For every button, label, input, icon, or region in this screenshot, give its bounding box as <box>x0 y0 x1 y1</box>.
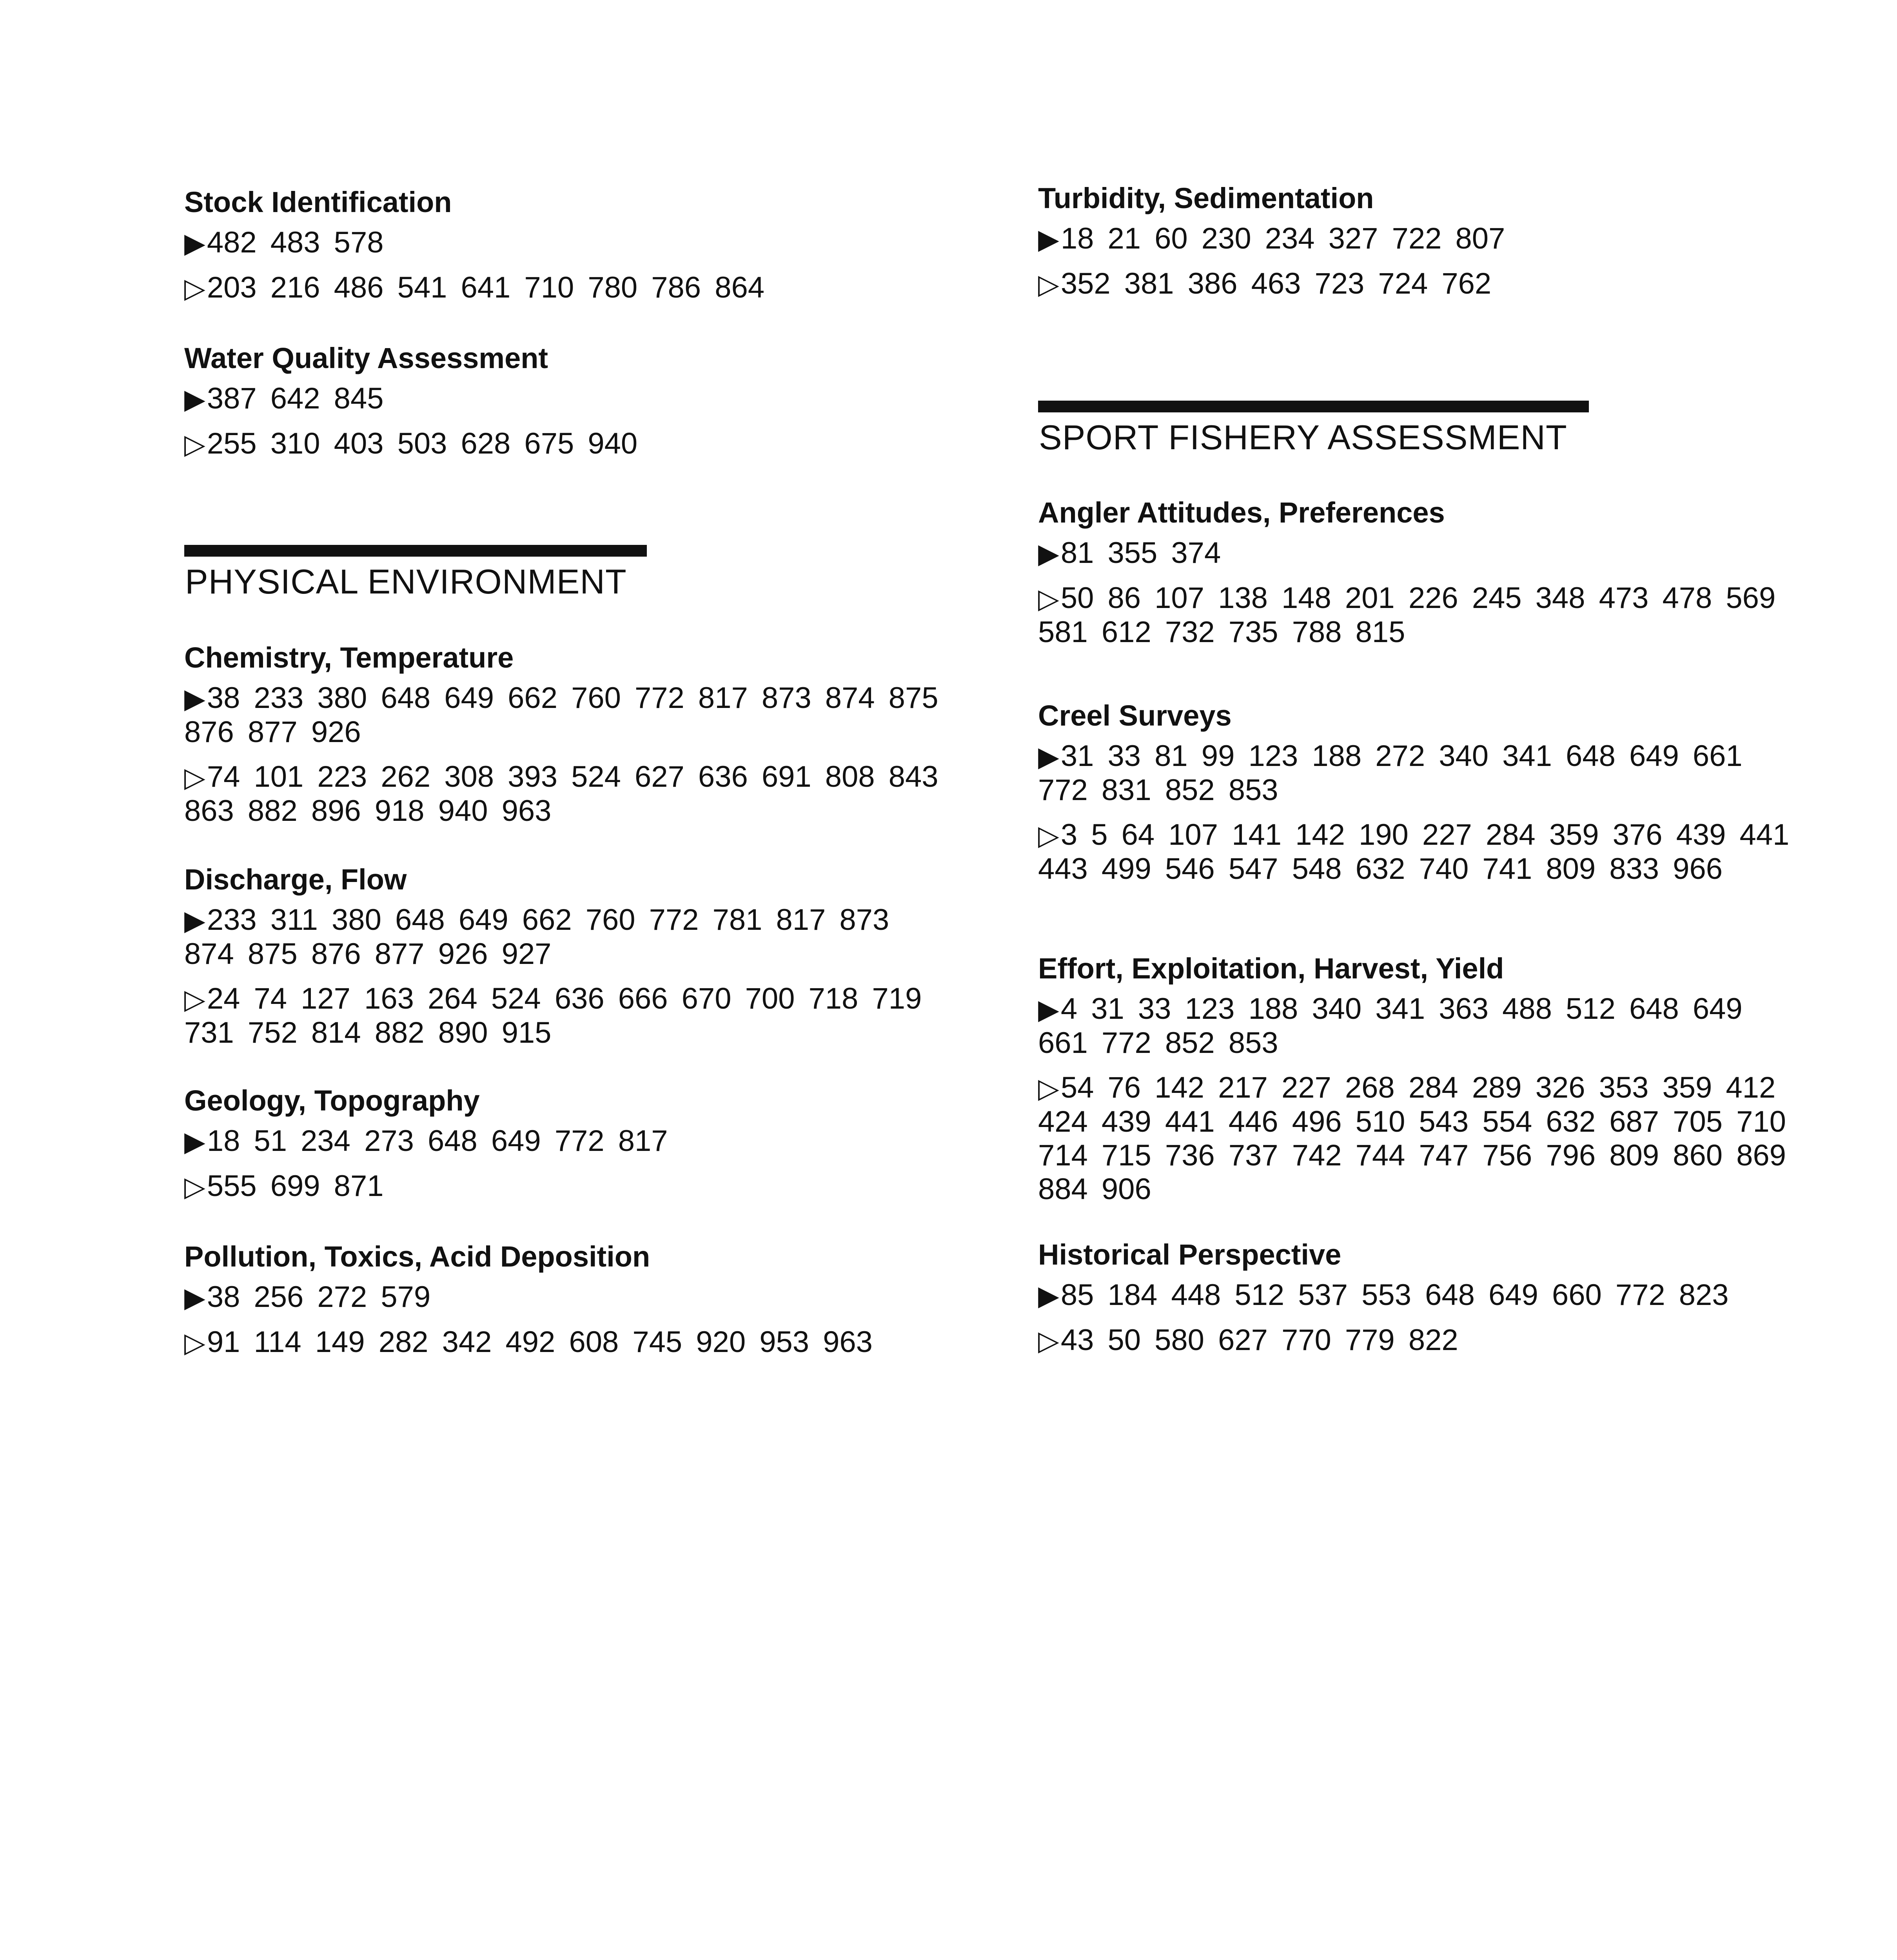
secondary-references <box>1038 581 1803 649</box>
section-sport-fishery-assessment <box>1038 401 1589 457</box>
outline-triangle-icon: ▷ <box>184 1327 205 1358</box>
secondary-references <box>1038 1071 1803 1206</box>
primary-reference-numbers: 18 21 60 230 234 327 722 807 <box>1060 222 1505 255</box>
secondary-references <box>1038 818 1803 886</box>
entry-title: Discharge, Flow <box>184 863 407 896</box>
primary-references <box>184 382 949 416</box>
outline-triangle-icon: ▷ <box>184 1171 205 1202</box>
solid-triangle-icon: ▶ <box>184 683 205 714</box>
secondary-references <box>184 760 949 828</box>
solid-triangle-icon: ▶ <box>184 228 205 258</box>
entry-historical-perspective <box>1038 1237 1803 1357</box>
entry-creel-surveys <box>1038 698 1803 886</box>
solid-triangle-icon: ▶ <box>1038 741 1059 772</box>
solid-triangle-icon: ▶ <box>184 384 205 414</box>
primary-reference-numbers: 233 311 380 648 649 662 760 772 781 817 873 874 875 876 877 926 927 <box>184 903 890 971</box>
secondary-reference-numbers: 50 86 107 138 148 201 226 245 348 473 478 569 581 612 732 735 788 815 <box>1038 581 1776 649</box>
solid-triangle-icon: ▶ <box>1038 538 1059 569</box>
primary-reference-numbers: 38 233 380 648 649 662 760 772 817 873 874 875 876 877 926 <box>184 681 939 749</box>
primary-references <box>184 226 949 260</box>
solid-triangle-icon: ▶ <box>184 1282 205 1313</box>
primary-reference-numbers: 18 51 234 273 648 649 772 817 <box>207 1124 668 1158</box>
primary-references <box>184 903 949 971</box>
entry-effort-exploitation <box>1038 951 1803 1206</box>
secondary-reference-numbers: 91 114 149 282 342 492 608 745 920 953 963 <box>207 1325 873 1359</box>
outline-triangle-icon: ▷ <box>1038 1325 1059 1356</box>
solid-triangle-icon: ▶ <box>184 905 205 936</box>
entry-pollution-toxics <box>184 1239 949 1359</box>
outline-triangle-icon: ▷ <box>184 273 205 303</box>
secondary-reference-numbers: 43 50 580 627 770 779 822 <box>1060 1323 1458 1357</box>
primary-references <box>184 1124 949 1158</box>
section-title: SPORT FISHERY ASSESSMENT <box>1039 418 1567 457</box>
solid-triangle-icon: ▶ <box>184 1126 205 1157</box>
primary-reference-numbers: 482 483 578 <box>207 226 384 259</box>
entry-title: Pollution, Toxics, Acid Deposition <box>184 1240 650 1273</box>
secondary-reference-numbers: 555 699 871 <box>207 1169 384 1203</box>
entry-title: Chemistry, Temperature <box>184 641 514 674</box>
primary-reference-numbers: 81 355 374 <box>1060 536 1221 570</box>
entry-title: Turbidity, Sedimentation <box>1038 182 1374 214</box>
secondary-references <box>1038 1323 1803 1357</box>
secondary-reference-numbers: 74 101 223 262 308 393 524 627 636 691 808 843 863 882 896 918 940 963 <box>184 760 939 828</box>
outline-triangle-icon: ▷ <box>184 984 205 1014</box>
entry-geology-topography <box>184 1083 949 1203</box>
secondary-reference-numbers: 3 5 64 107 141 142 190 227 284 359 376 439 441 443 499 546 547 548 632 740 741 809 833 966 <box>1038 818 1790 886</box>
section-rule <box>1038 401 1589 412</box>
secondary-references <box>184 1325 949 1359</box>
secondary-references <box>184 982 949 1050</box>
outline-triangle-icon: ▷ <box>1038 1073 1059 1103</box>
entry-turbidity-sedimentation <box>1038 180 1803 301</box>
primary-reference-numbers: 31 33 81 99 123 188 272 340 341 648 649 661 772 831 852 853 <box>1038 739 1743 807</box>
primary-references <box>1038 536 1803 570</box>
primary-reference-numbers: 85 184 448 512 537 553 648 649 660 772 823 <box>1060 1278 1729 1312</box>
entry-title: Geology, Topography <box>184 1084 480 1117</box>
outline-triangle-icon: ▷ <box>184 762 205 793</box>
secondary-references <box>184 271 949 305</box>
secondary-reference-numbers: 255 310 403 503 628 675 940 <box>207 427 638 460</box>
entry-title: Angler Attitudes, Preferences <box>1038 496 1445 529</box>
section-rule <box>184 545 647 557</box>
outline-triangle-icon: ▷ <box>1038 269 1059 299</box>
secondary-references <box>184 427 949 461</box>
entry-chemistry-temperature <box>184 640 949 828</box>
section-physical-environment <box>184 545 647 601</box>
primary-reference-numbers: 387 642 845 <box>207 382 384 415</box>
secondary-references <box>1038 267 1803 301</box>
secondary-reference-numbers: 54 76 142 217 227 268 284 289 326 353 359 412 424 439 441 446 496 510 543 554 632 687 705 710 714 715 736 737 742 744 747 756 796 809 860 869 884 906 <box>1038 1071 1786 1206</box>
entry-title: Historical Perspective <box>1038 1238 1342 1271</box>
secondary-reference-numbers: 24 74 127 163 264 524 636 666 670 700 718 719 731 752 814 882 890 915 <box>184 982 922 1049</box>
primary-reference-numbers: 38 256 272 579 <box>207 1280 431 1314</box>
solid-triangle-icon: ▶ <box>1038 994 1059 1025</box>
primary-references <box>1038 1278 1803 1312</box>
primary-reference-numbers: 4 31 33 123 188 340 341 363 488 512 648 649 661 772 852 853 <box>1038 992 1743 1060</box>
entry-title: Water Quality Assessment <box>184 342 548 374</box>
solid-triangle-icon: ▶ <box>1038 224 1059 254</box>
entry-angler-attitudes <box>1038 495 1803 649</box>
entry-title: Effort, Exploitation, Harvest, Yield <box>1038 952 1504 985</box>
primary-references <box>184 1280 949 1314</box>
secondary-reference-numbers: 352 381 386 463 723 724 762 <box>1060 267 1492 300</box>
primary-references <box>1038 739 1803 807</box>
primary-references <box>1038 992 1803 1060</box>
solid-triangle-icon: ▶ <box>1038 1280 1059 1311</box>
outline-triangle-icon: ▷ <box>1038 583 1059 614</box>
secondary-references <box>184 1169 949 1203</box>
section-title: PHYSICAL ENVIRONMENT <box>185 562 627 601</box>
outline-triangle-icon: ▷ <box>1038 820 1059 851</box>
entry-title: Creel Surveys <box>1038 699 1232 732</box>
primary-references <box>1038 222 1803 256</box>
secondary-reference-numbers: 203 216 486 541 641 710 780 786 864 <box>207 271 764 304</box>
entry-discharge-flow <box>184 862 949 1050</box>
entry-water-quality-assessment <box>184 340 949 461</box>
entry-title: Stock Identification <box>184 186 452 218</box>
outline-triangle-icon: ▷ <box>184 429 205 459</box>
primary-references <box>184 681 949 749</box>
entry-stock-identification <box>184 184 949 305</box>
